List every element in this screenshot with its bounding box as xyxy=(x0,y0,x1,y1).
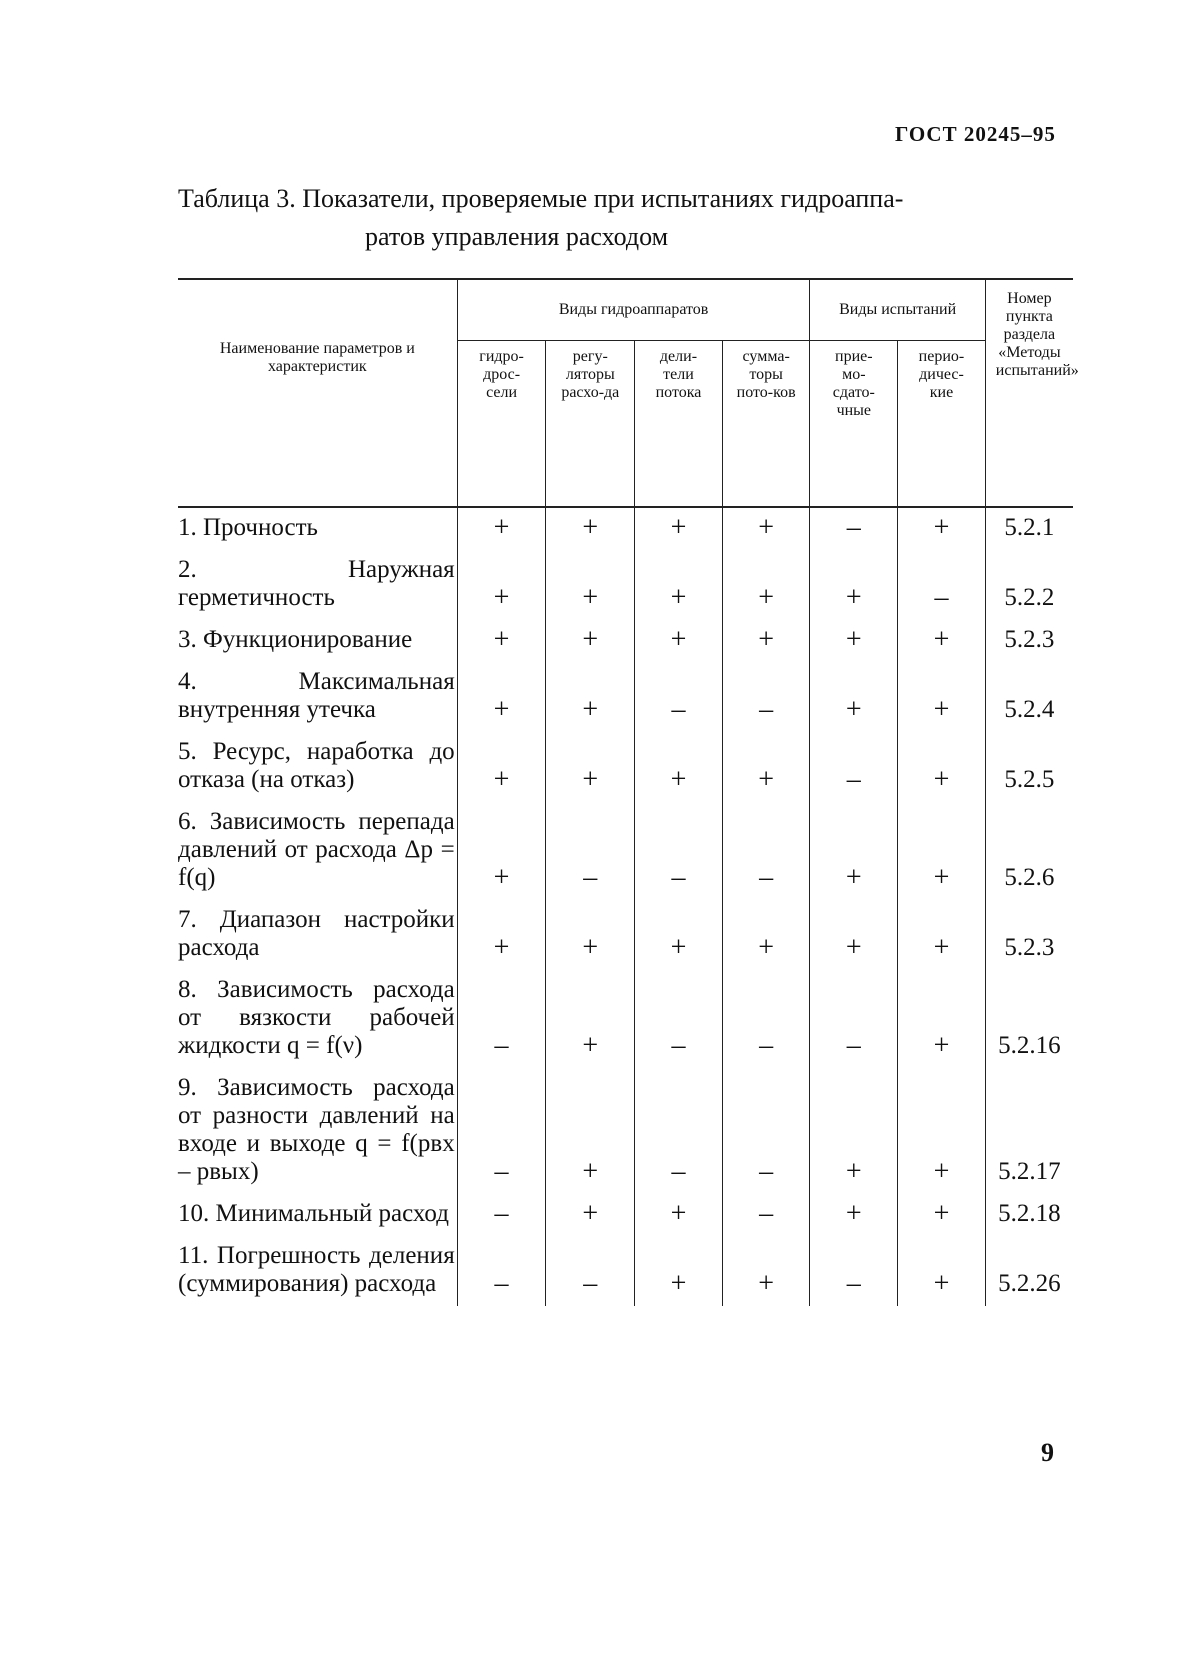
applicability-mark: + xyxy=(546,900,635,970)
applicability-mark: + xyxy=(635,1194,723,1236)
applicability-mark: – xyxy=(635,802,723,900)
applicability-mark: + xyxy=(722,1236,810,1306)
applicability-mark: + xyxy=(546,1068,635,1194)
applicability-mark: + xyxy=(635,620,723,662)
applicability-mark: + xyxy=(635,900,723,970)
table-caption xyxy=(178,180,1078,256)
table-row xyxy=(178,970,1073,1068)
applicability-mark: + xyxy=(546,507,635,550)
applicability-mark: + xyxy=(810,620,898,662)
applicability-mark: – xyxy=(457,1236,546,1306)
applicability-mark: – xyxy=(722,970,810,1068)
applicability-mark: + xyxy=(457,662,546,732)
applicability-mark: + xyxy=(546,732,635,802)
clause-number: 5.2.2 xyxy=(985,550,1073,620)
clause-column-header: Номер пункта раздела «Методы испытаний» xyxy=(985,279,1073,507)
table-body xyxy=(178,507,1073,1306)
parameter-name: 5. Ресурс, наработка до отказа (на отказ) xyxy=(178,738,455,793)
applicability-mark: + xyxy=(898,1068,986,1194)
applicability-mark: + xyxy=(810,900,898,970)
applicability-mark: + xyxy=(457,900,546,970)
applicability-mark: – xyxy=(722,662,810,732)
page-number: 9 xyxy=(1041,1438,1054,1467)
applicability-mark: – xyxy=(722,1194,810,1236)
applicability-mark: + xyxy=(457,732,546,802)
applicability-mark: + xyxy=(457,802,546,900)
table-row xyxy=(178,802,1073,900)
applicability-mark: + xyxy=(810,550,898,620)
table-row xyxy=(178,1068,1073,1194)
table-row xyxy=(178,507,1073,550)
applicability-mark: – xyxy=(635,970,723,1068)
clause-number: 5.2.18 xyxy=(985,1194,1073,1236)
parameter-name: 7. Диапазон настройки расхода xyxy=(178,906,455,961)
applicability-mark: – xyxy=(635,662,723,732)
applicability-mark: – xyxy=(810,507,898,550)
table-row xyxy=(178,550,1073,620)
applicability-mark: + xyxy=(457,620,546,662)
clause-number: 5.2.3 xyxy=(985,900,1073,970)
parameter-name: 2. Наружная герметичность xyxy=(178,556,455,611)
applicability-mark: – xyxy=(457,1068,546,1194)
caption-line-1: Таблица 3. Показатели, проверяемые при испытаниях гидроаппа- xyxy=(178,184,904,213)
applicability-mark: + xyxy=(722,507,810,550)
test-header-acceptance: прие-мо-сдато-чные xyxy=(810,341,898,508)
clause-number: 5.2.17 xyxy=(985,1068,1073,1194)
applicability-mark: + xyxy=(546,550,635,620)
applicability-mark: + xyxy=(546,662,635,732)
applicability-mark: + xyxy=(898,900,986,970)
parameter-name: 10. Минимальный расход xyxy=(178,1200,449,1227)
parameter-name: 11. Погрешность деления (суммирования) расхода xyxy=(178,1242,455,1297)
table-row xyxy=(178,620,1073,662)
table-row xyxy=(178,662,1073,732)
device-header-flow-dividers: дели-тели потока xyxy=(635,341,723,508)
applicability-mark: – xyxy=(722,802,810,900)
applicability-mark: + xyxy=(457,550,546,620)
applicability-mark: – xyxy=(810,970,898,1068)
clause-number: 5.2.26 xyxy=(985,1236,1073,1306)
table-row xyxy=(178,732,1073,802)
indicators-table xyxy=(178,278,1079,1306)
applicability-mark: + xyxy=(898,507,986,550)
applicability-mark: + xyxy=(546,620,635,662)
clause-number: 5.2.1 xyxy=(985,507,1073,550)
applicability-mark: + xyxy=(898,620,986,662)
applicability-mark: – xyxy=(810,732,898,802)
applicability-mark: + xyxy=(457,507,546,550)
applicability-mark: + xyxy=(722,550,810,620)
applicability-mark: + xyxy=(635,507,723,550)
applicability-mark: + xyxy=(635,1236,723,1306)
table-row xyxy=(178,1236,1073,1306)
table-row xyxy=(178,1194,1073,1236)
applicability-mark: – xyxy=(810,1236,898,1306)
caption-line-2: ратов управления расходом xyxy=(365,222,669,251)
parameter-name: 3. Функционирование xyxy=(178,626,413,653)
applicability-mark: + xyxy=(635,550,723,620)
standard-code: ГОСТ 20245–95 xyxy=(895,122,1056,146)
device-types-header: Виды гидроаппаратов xyxy=(457,279,810,341)
applicability-mark: + xyxy=(722,732,810,802)
applicability-mark: + xyxy=(898,1194,986,1236)
parameter-name: 8. Зависимость расхода от вязкости рабочей жидкости q = f(ν) xyxy=(178,976,455,1059)
applicability-mark: – xyxy=(635,1068,723,1194)
applicability-mark: + xyxy=(810,662,898,732)
parameter-name: 1. Прочность xyxy=(178,514,318,541)
applicability-mark: + xyxy=(546,970,635,1068)
applicability-mark: – xyxy=(546,802,635,900)
applicability-mark: + xyxy=(898,662,986,732)
parameter-name: 6. Зависимость перепада давлений от расхода Δp = f(q) xyxy=(178,808,455,891)
applicability-mark: – xyxy=(546,1236,635,1306)
device-header-flow-regulators: регу-ляторы расхо-да xyxy=(546,341,635,508)
applicability-mark: – xyxy=(457,970,546,1068)
parameter-name: 4. Максимальная внутренняя утечка xyxy=(178,668,455,723)
clause-number: 5.2.4 xyxy=(985,662,1073,732)
applicability-mark: + xyxy=(898,802,986,900)
name-column-header: Наименование параметров и характеристик xyxy=(178,279,457,507)
applicability-mark: + xyxy=(722,620,810,662)
applicability-mark: – xyxy=(898,550,986,620)
applicability-mark: – xyxy=(722,1068,810,1194)
applicability-mark: + xyxy=(635,732,723,802)
applicability-mark: – xyxy=(457,1194,546,1236)
test-types-header: Виды испытаний xyxy=(810,279,985,341)
table-row xyxy=(178,900,1073,970)
clause-number: 5.2.6 xyxy=(985,802,1073,900)
test-header-periodic: перио-дичес-кие xyxy=(898,341,986,508)
applicability-mark: + xyxy=(898,732,986,802)
table-header xyxy=(178,279,1079,507)
applicability-mark: + xyxy=(810,1194,898,1236)
parameter-name: 9. Зависимость расхода от разности давлений на входе и выходе q = f(pвх – pвых) xyxy=(178,1074,455,1185)
device-header-throttles: гидро-дрос-сели xyxy=(457,341,546,508)
applicability-mark: + xyxy=(722,900,810,970)
clause-number: 5.2.5 xyxy=(985,732,1073,802)
applicability-mark: + xyxy=(810,802,898,900)
applicability-mark: + xyxy=(546,1194,635,1236)
clause-number: 5.2.3 xyxy=(985,620,1073,662)
clause-number: 5.2.16 xyxy=(985,970,1073,1068)
device-header-flow-summators: сумма-торы пото-ков xyxy=(722,341,810,508)
applicability-mark: + xyxy=(898,970,986,1068)
applicability-mark: + xyxy=(810,1068,898,1194)
applicability-mark: + xyxy=(898,1236,986,1306)
